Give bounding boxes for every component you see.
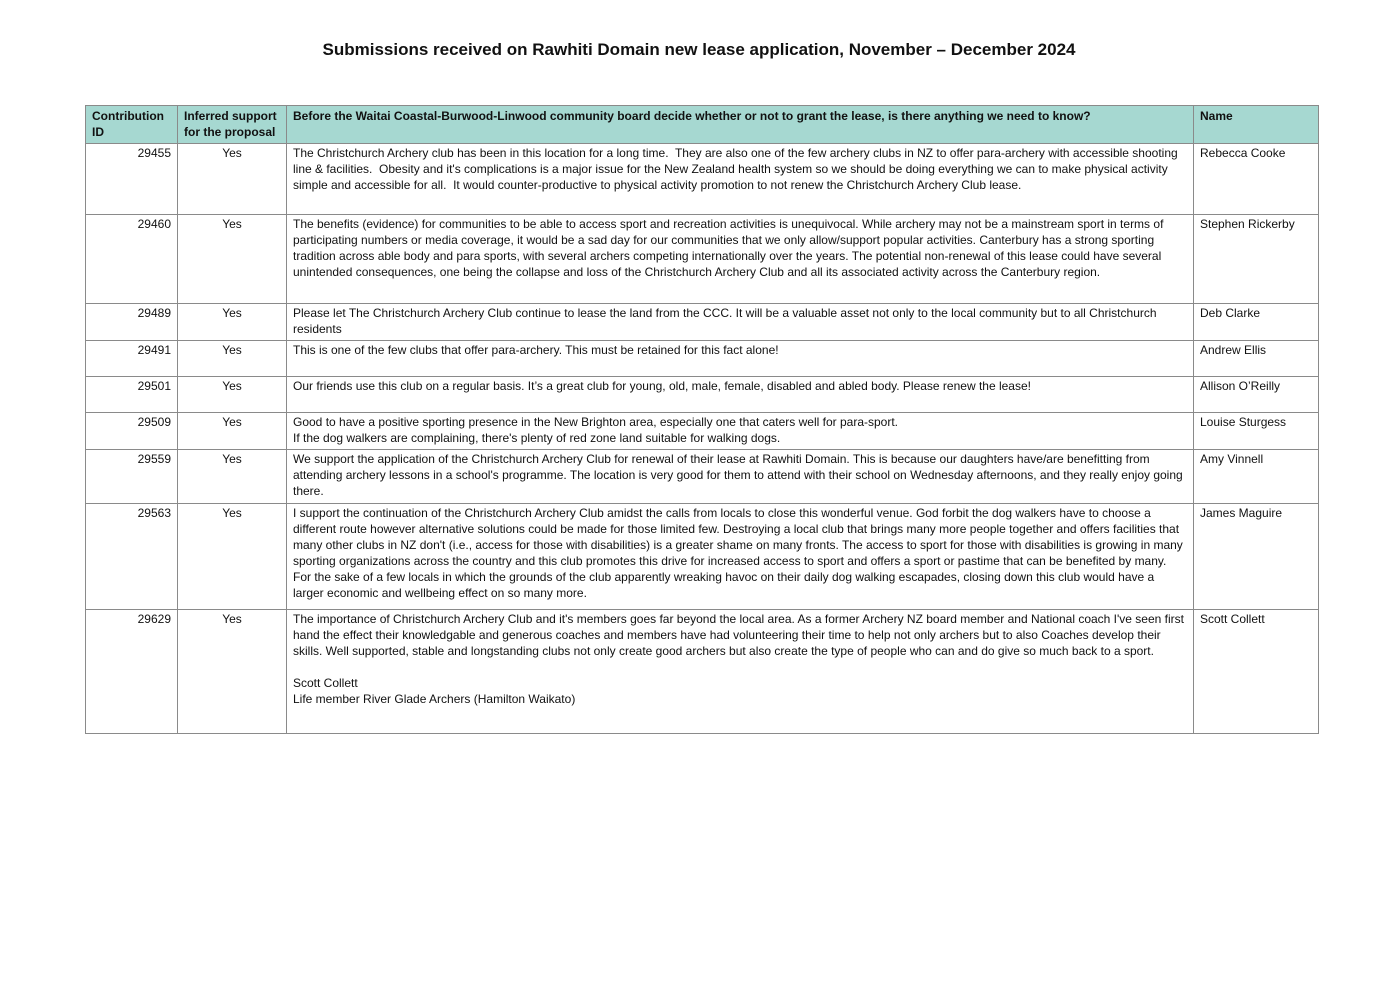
- contribution-id: 29629: [86, 610, 178, 734]
- submission-text: The benefits (evidence) for communities to be able to access sport and recreation activities is unequivocal. While archery may not be a mainstream sport in terms of participating numbers or media coverage, it would be a sad day for our communities that we only allow/support popular activities. Canterbury has a strong sporting tradition across able body and para sports, with several archers competing internationally over the years. The potential non-renewal of this lease could have several unintended consequences, one being the collapse and loss of the Christchurch Archery Club and all its associated activity across the Canterbury region.: [287, 215, 1194, 304]
- table-row: [86, 377, 1319, 413]
- document-title: Submissions received on Rawhiti Domain new lease application, November – December 2024: [322, 40, 1076, 59]
- submitter-name: Rebecca Cooke: [1194, 144, 1319, 215]
- header-submission-question: Before the Waitai Coastal-Burwood-Linwood community board decide whether or not to grant the lease, is there anything we need to know?: [287, 106, 1194, 144]
- inferred-support: Yes: [178, 144, 287, 215]
- contribution-id: 29491: [86, 341, 178, 377]
- table-row: [86, 450, 1319, 504]
- inferred-support: Yes: [178, 504, 287, 610]
- inferred-support: Yes: [178, 610, 287, 734]
- inferred-support: Yes: [178, 304, 287, 341]
- submission-text: The Christchurch Archery club has been in this location for a long time. They are also one of the few archery clubs in NZ to offer para-archery with accessible shooting line & facilities. Obesity and it's complications is a major issue for the New Zealand health system so we should be doing everything we can to make physical activity simple and accessible for all. It would counter-productive to physical activity promotion to not renew the Christchurch Archery Club lease.: [287, 144, 1194, 215]
- header-name: Name: [1194, 106, 1319, 144]
- inferred-support: Yes: [178, 341, 287, 377]
- table-row: [86, 413, 1319, 450]
- submission-text: I support the continuation of the Christchurch Archery Club amidst the calls from locals to close this wonderful venue. God forbit the dog walkers have to choose a different route however alternative solutions could be made for those limited few. Destroying a local club that brings many more people together and offers facilities that many other clubs in NZ don't (i.e., access for those with disabilities) is a greater shame on many fronts. The access to sport for those with disabilities is growing in many sporting organizations across the country and this club promotes this drive for increased access to sport and offers a sport or pastime that can be benefited by many. For the sake of a few locals in which the grounds of the club apparently wreaking havoc on their daily dog walking escapades, closing down this club would have a larger economic and wellbeing effect on so many more.: [287, 504, 1194, 610]
- header-inferred-support: Inferred support for the proposal: [178, 106, 287, 144]
- contribution-id: 29509: [86, 413, 178, 450]
- table-row: [86, 610, 1319, 734]
- submitter-name: Stephen Rickerby: [1194, 215, 1319, 304]
- table-header: [86, 106, 1319, 144]
- table-row: [86, 341, 1319, 377]
- table-row: [86, 304, 1319, 341]
- submission-text: Good to have a positive sporting presence in the New Brighton area, especially one that caters well for para-sport. If the dog walkers are complaining, there's plenty of red zone land suitable for walking dogs.: [287, 413, 1194, 450]
- submissions-table: [85, 105, 1319, 734]
- table-row: [86, 215, 1319, 304]
- submitter-name: Allison O’Reilly: [1194, 377, 1319, 413]
- submitter-name: Scott Collett: [1194, 610, 1319, 734]
- inferred-support: Yes: [178, 413, 287, 450]
- table-row: [86, 504, 1319, 610]
- header-contribution-id: Contribution ID: [86, 106, 178, 144]
- contribution-id: 29563: [86, 504, 178, 610]
- table-body: [86, 144, 1319, 734]
- header-row: [86, 106, 1319, 144]
- submitter-name: Louise Sturgess: [1194, 413, 1319, 450]
- contribution-id: 29489: [86, 304, 178, 341]
- table-row: [86, 144, 1319, 215]
- inferred-support: Yes: [178, 215, 287, 304]
- submission-text: Please let The Christchurch Archery Club continue to lease the land from the CCC. It will be a valuable asset not only to the local community but to all Christchurch residents: [287, 304, 1194, 341]
- contribution-id: 29455: [86, 144, 178, 215]
- inferred-support: Yes: [178, 450, 287, 504]
- inferred-support: Yes: [178, 377, 287, 413]
- contribution-id: 29460: [86, 215, 178, 304]
- submission-text: The importance of Christchurch Archery Club and it's members goes far beyond the local area. As a former Archery NZ board member and National coach I've seen first hand the effect their knowledgable and generous coaches and members have had volunteering their time to help not only archers but to also Coaches develop their skills. Well supported, stable and longstanding clubs not only create good archers but also create the type of people who can and do give so much back to a sport. Scott Collett Life member River Glade Archers (Hamilton Waikato): [287, 610, 1194, 734]
- submitter-name: James Maguire: [1194, 504, 1319, 610]
- submitter-name: Amy Vinnell: [1194, 450, 1319, 504]
- submission-text: We support the application of the Christchurch Archery Club for renewal of their lease at Rawhiti Domain. This is because our daughters have/are benefitting from attending archery lessons in a school's programme. The location is very good for them to attend with their school on Wednesday afternoons, and they really enjoy going there.: [287, 450, 1194, 504]
- contribution-id: 29559: [86, 450, 178, 504]
- submission-text: This is one of the few clubs that offer para-archery. This must be retained for this fact alone!: [287, 341, 1194, 377]
- submission-text: Our friends use this club on a regular basis. It’s a great club for young, old, male, female, disabled and abled body. Please renew the lease!: [287, 377, 1194, 413]
- contribution-id: 29501: [86, 377, 178, 413]
- submitter-name: Andrew Ellis: [1194, 341, 1319, 377]
- submitter-name: Deb Clarke: [1194, 304, 1319, 341]
